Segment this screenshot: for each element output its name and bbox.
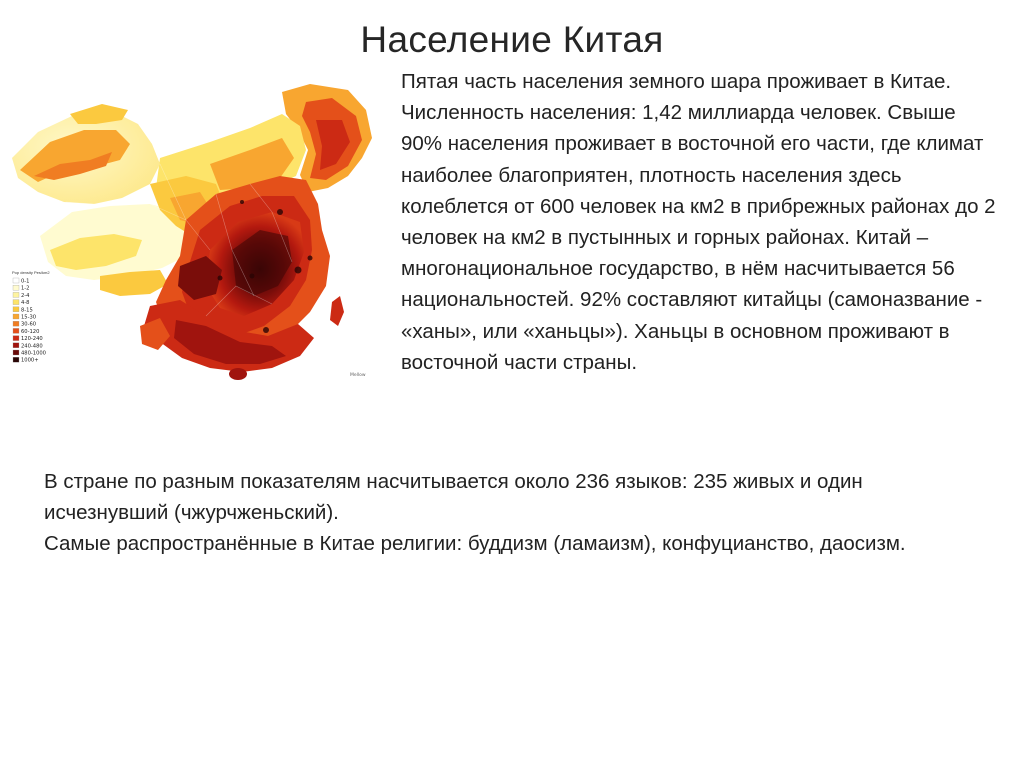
legend-swatch [13,343,19,348]
legend-swatch [13,328,19,333]
map-legend-title: Pop density Pes/km2 [12,270,50,275]
legend-swatch [13,314,19,319]
languages-religions-paragraph [44,466,984,560]
legend-label: 30-60 [21,321,37,328]
legend-swatch [13,278,19,283]
legend-swatch [13,321,19,326]
legend-label: 2-4 [21,292,30,299]
legend-label: 1000+ [21,357,39,364]
population-paragraph: Пятая часть населения земного шара проживает в Китае. Численность населения: 1,42 миллиарда человек. Свыше 90% населения проживает в восточной его части, где климат наиболее благоприятен, плотность населения здесь колеблется от 600 человек на км2 в прибрежных районах до 2 человек на км2 в пустынных и горных районах. Китай – многонациональное государство, в нём насчитывается 56 национальностей. 92% составляют китайцы (самоназвание - «ханы», или «ханьцы»). Ханьцы в основном проживают в восточной части страны. [401,70,996,374]
legend-swatch [13,300,19,305]
legend-swatch [13,285,19,290]
legend-swatch [13,307,19,312]
map-credit: Mellow [350,373,366,378]
legend-label: 0-1 [21,278,30,285]
legend-swatch [13,336,19,341]
legend-label: 15-30 [21,314,37,321]
legend-swatch [13,357,19,362]
legend-label: 8-15 [21,307,33,314]
legend-swatch [13,350,19,355]
languages-text: В стране по разным показателям насчитывается около 236 языков: 235 живых и один исчезнувший (чжурчженьский). [44,470,863,525]
legend-label: 120-240 [21,336,43,343]
legend-label: 4-8 [21,300,30,307]
slide-title: Население Китая [360,19,664,60]
legend-label: 480-1000 [21,350,46,357]
legend-swatch [13,292,19,297]
legend-label: 240-480 [21,343,43,350]
legend-label: 60-120 [21,328,40,335]
legend-label: 1-2 [21,285,30,292]
religions-text: Самые распространённые в Китае религии: буддизм (ламаизм), конфуцианство, даосизм. [44,532,906,556]
china-population-density-map [10,80,374,380]
map-graphic [10,80,374,380]
